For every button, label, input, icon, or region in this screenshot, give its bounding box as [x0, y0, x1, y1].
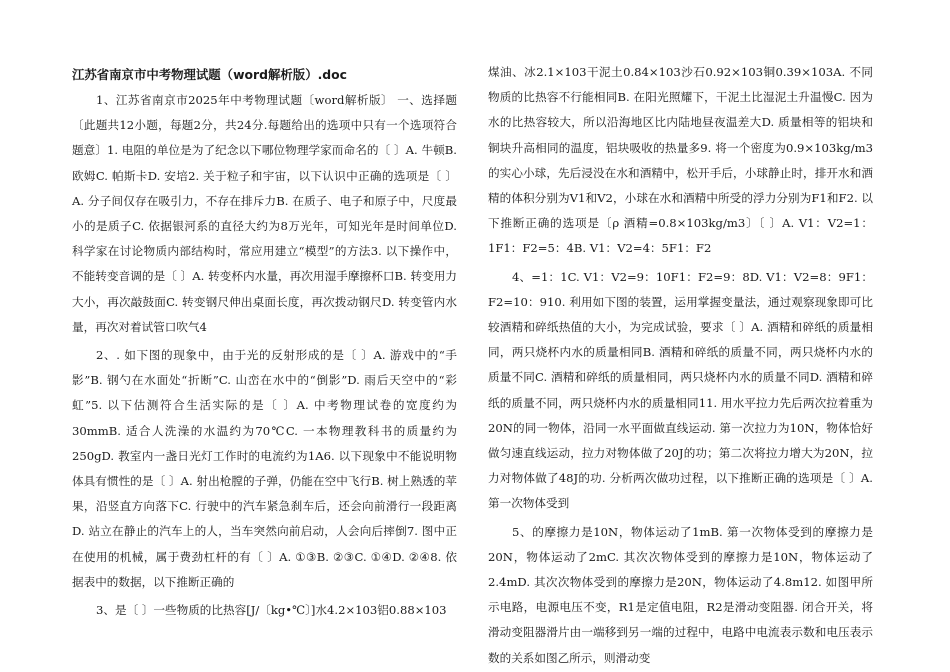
left-column: [72, 62, 457, 623]
paragraph-2: 2、. 如下图的现象中，由于光的反射形成的是〔 〕A. 游戏中的“手影”B. 钢勺在水面处“折断”C. 山峦在水中的“倒影”D. 雨后天空中的“彩虹”5. 以下估测符合生活实际的是〔 〕A. 中考物理试卷的宽度约为30mmB. 适合人洗澡的水温约为70℃C. 一本物理教科书的质量约为250gD. 教室内一盏日光灯工作时的电流约为1A6. 以下现象中不能说明物体具有惯性的是〔 〕A. 射出枪膛的子弹，仍能在空中飞行B. 树上熟透的苹果，沿竖直方向落下C. 行驶中的汽车紧急刹车后，还会向前滑行一段距离D. 站立在静止的汽车上的人，当车突然向前启动，人会向后摔倒7. 图中正在使用的机械，属于费劲杠杆的有〔 〕A. ①③B. ②③C. ①④D. ②④8. 依据表中的数据，以下推断正确的: [72, 348, 457, 589]
paragraph-5: 5、的摩擦力是10N，物体运动了1mB. 第一次物体受到的摩擦力是20N，物体运动了2mC. 其次次物体受到的摩擦力是10N，物体运动了2.4mD. 其次次物体受到的摩擦力是20N，物体运动了4.8m12. 如图甲所示电路，电源电压不变，R1是定值电阻，R2是滑动变阻器. 闭合开关，将滑动变阻器滑片由一端移到另一端的过程中，电路中电流表示数和电压表示数的关系如图乙所示，则滑动变: [488, 524, 873, 665]
paragraph-3-cont: 煤油、冰2.1×103干泥土0.84×103沙石0.92×103铜0.39×103A. 不同物质的比热容不行能相同B. 在阳光照耀下，干泥土比湿泥土升温慢C. 因为水的比热容较大，所以沿海地区比内陆地昼夜温差大D. 质量相等的铝块和铜块升高相同的温度，铝块吸收的热量多9. 将一个密度为0.9×103kg/m3的实心小球，先后浸没在水和酒精中，松开手后，小球静止时，排开水和酒精的体积分别为V1和V2，小球在水和酒精中所受的浮力分别为F1和F2. 以下推断正确的选项是〔ρ 酒精=0.8×103kg/m3〕〔 〕A. V1：V2=1：1F1：F2=5：4B. V1：V2=4：5F1：F2: [488, 65, 873, 256]
paragraph-4: 4、=1：1C. V1：V2=9：10F1：F2=9：8D. V1：V2=8：9F1：F2=10：910. 利用如下图的装置，运用掌握变量法，通过观察现象即可比较酒精和碎纸热值的大小，为完成试验，要求〔 〕A. 酒精和碎纸的质量相同，两只烧杯内水的质量相同B. 酒精和碎纸的质量不同，两只烧杯内水的质量不同C. 酒精和碎纸的质量相同，两只烧杯内水的质量不同D. 酒精和碎纸的质量不同，两只烧杯内水的质量相同11. 用水平拉力先后两次拉着重为20N的同一物体，沿同一水平面做直线运动. 第一次拉力为10N，物体恰好做匀速直线运动，拉力对物体做了20J的功；第二次将拉力增大为20N，拉力对物体做了48J的功. 分析两次做功过程，以下推断正确的选项是〔 〕A. 第一次物体受到: [488, 269, 873, 511]
right-column: [488, 60, 873, 671]
paragraph-1: 1、江苏省南京市2025年中考物理试题〔word解析版〕 一、选择题〔此题共12小题，每题2分，共24分.每题给出的选项中只有一个选项符合题意〕1. 电阻的单位是为了纪念以下哪位物理学家而命名的〔 〕A. 牛顿B. 欧姆C. 帕斯卡D. 安培2. 关于粒子和宇宙，以下认识中正确的选项是〔 〕A. 分子间仅存在吸引力，不存在排斥力B. 在质子、电子和原子中，尺度最小的是质子C. 依据银河系的直径大约为8万光年，可知光年是时间单位D. 科学家在讨论物质内部结构时，常应用建立“模型”的方法3. 以下操作中，不能转变音调的是〔 〕A. 转变杯内水量，再次用湿手摩擦杯口B. 转变用力大小，再次敲鼓面C. 转变钢尺伸出桌面长度，再次拨动钢尺D. 转变管内水量，再次对着试管口吹气4: [72, 93, 457, 334]
paragraph-3: 3、是〔 〕一些物质的比热容[J/〔kg•℃〕]水4.2×103铝0.88×103: [96, 603, 447, 618]
document-title: 江苏省南京市中考物理试题（word解析版）.doc: [72, 67, 348, 82]
